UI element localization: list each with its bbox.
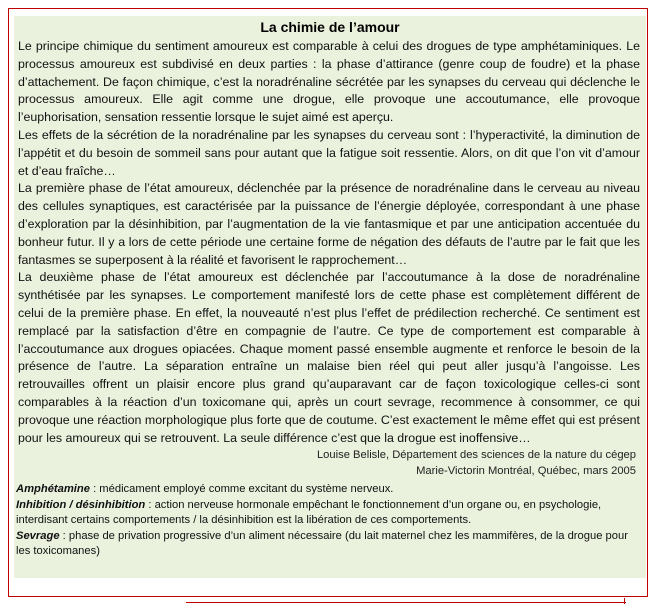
glossary-definition: : phase de privation progressive d’un aliment nécessaire (du lait maternel chez les mammifères, de la drogue pour les toxicomanes) xyxy=(16,529,628,558)
glossary-entry xyxy=(16,498,640,529)
glossary-term: Sevrage xyxy=(16,529,60,542)
source-citation xyxy=(14,447,646,479)
glossary-term: Inhibition / désinhibition xyxy=(16,498,146,511)
source-line: Louise Belisle, Département des sciences de la nature du cégep xyxy=(316,449,636,462)
paragraph: Le principe chimique du sentiment amoureux est comparable à celui des drogues de type amphétaminiques. Le processus amoureux est subdivisé en deux parties : la phase d’attirance (genre coup de foudre) et la phase d’attachement. De façon chimique, c’est la noradrénaline sécrétée par les synapses du cerveau qui déclenche le processus amoureux. Elle agit comme une drogue, elle provoque une accoutumance, elle provoque l’euphorisation, sensation ressentie lorsque le sujet aimé est aperçu. xyxy=(18,39,640,125)
bottom-rule-tick xyxy=(624,598,625,604)
article-body xyxy=(14,38,646,447)
glossary-entry xyxy=(16,482,640,498)
paragraph: Les effets de la sécrétion de la noradrénaline par les synapses du cerveau sont : l’hyperactivité, la diminution de l’appétit et du besoin de sommeil sans pour autant que la fatigue soit ressentie. Alors, on dit que l’on vit d’amour et d’eau fraîche… xyxy=(18,127,640,178)
glossary-definition: : action nerveuse hormonale empêchant le fonctionnement d’un organe ou, en psychologie, interdisant certains comportements / la désinhibition est la libération de ces comportements. xyxy=(16,498,602,527)
text-box xyxy=(14,16,646,578)
bottom-rule xyxy=(186,602,626,603)
glossary xyxy=(14,479,646,560)
paragraph: La deuxième phase de l’état amoureux est déclenchée par l’accoutumance à la dose de noradrénaline synthétisée par les synapses. Le comportement manifesté lors de cette phase est complètement différent de celui de la première phase. En effet, la nouveauté n’est plus l’effet de prédilection recherché. Ce sentiment est remplacé par la satisfaction d’être en compagnie de l’autre. Ce type de comportement est comparable à l’accoutumance aux drogues opiacées. Chaque moment passé ensemble augmente et renforce le besoin de la présence de l’autre. La séparation entraîne un malaise bien réel qui peut aller jusqu’à l’angoisse. Les retrouvailles offrent un plaisir encore plus grand qu’auparavant car de façon toxicologique celles-ci sont comparables à la réaction d’un toxicomane qui, après un court sevrage, recommence à consommer, ce qui provoque une réaction morphologique plus forte que de coutume. C’est exactement le même effet qui est présent pour les amoureux qui se retrouvent. La seule différence c’est que la drogue est inoffensive… xyxy=(18,270,640,445)
source-line: Marie-Victorin Montréal, Québec, mars 2005 xyxy=(416,465,636,478)
paragraph: La première phase de l’état amoureux, déclenchée par la présence de noradrénaline dans le cerveau au niveau des cellules synaptiques, est caractérisée par la puissance de l’énergie déployée, correspondant à une phase d’exploration par la désinhibition, par l’augmentation de la vie fantasmique et par une anticipation accentuée du bonheur futur. Il y a lors de cette période une certaine forme de négation des défauts de l’autre par le fait que les fantasmes se superposent à la réalité et favorisent le rapprochement… xyxy=(18,181,640,267)
glossary-term: Amphétamine xyxy=(16,483,90,496)
document-title: La chimie de l’amour xyxy=(260,19,400,35)
glossary-definition: : médicament employé comme excitant du système nerveux. xyxy=(89,483,394,496)
glossary-entry xyxy=(16,529,640,560)
